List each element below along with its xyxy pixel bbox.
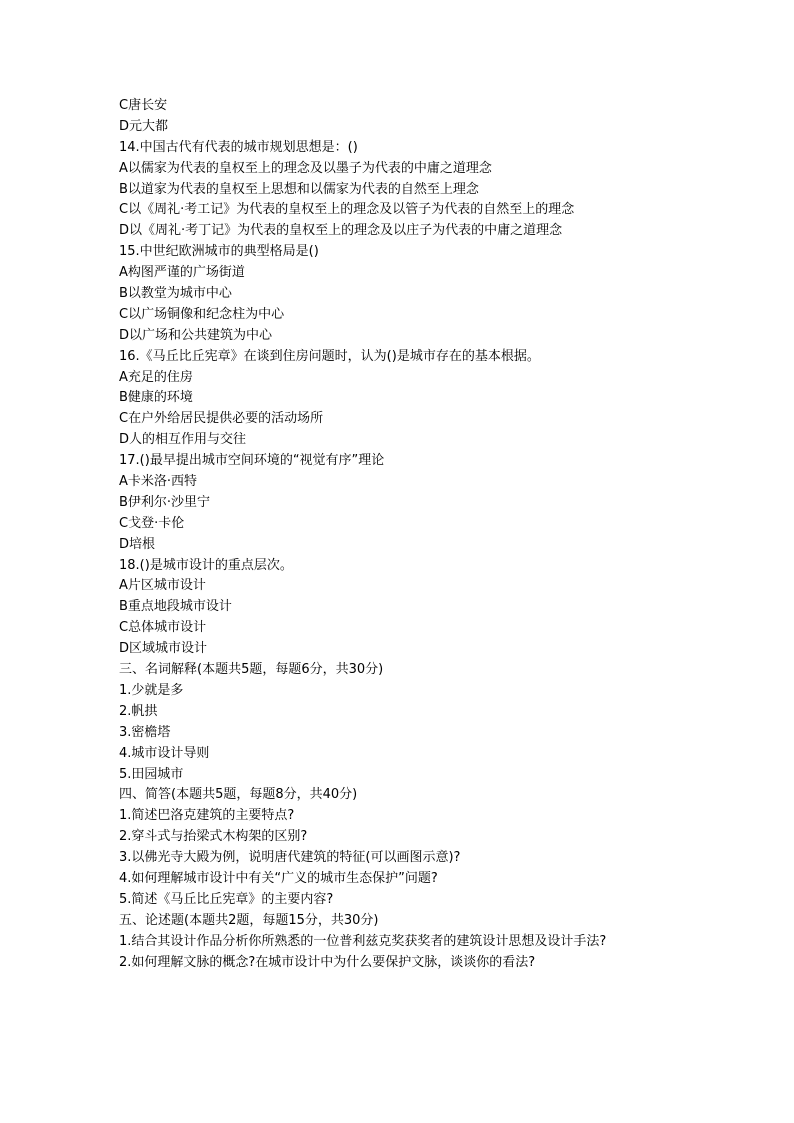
answer-option: C以《周礼·考工记》为代表的皇权至上的理念及以管子为代表的自然至上的理念	[119, 202, 575, 218]
answer-option: C以广场铜像和纪念柱为中心	[119, 306, 285, 322]
section-heading-essay: 五、论述题(本题共2题，每题15分，共30分)	[119, 912, 379, 928]
answer-option: C戈登·卡伦	[119, 515, 185, 531]
question-16: 16.《马丘比丘宪章》在谈到住房问题时，认为()是城市存在的基本根据。	[119, 348, 540, 364]
answer-option: D人的相互作用与交往	[119, 432, 247, 448]
essay-item: 1.结合其设计作品分析你所熟悉的一位普利兹克奖获奖者的建筑设计思想及设计手法?	[119, 933, 607, 949]
answer-option: A以儒家为代表的皇权至上的理念及以墨子为代表的中庸之道理念	[119, 160, 492, 176]
essay-item: 2.如何理解文脉的概念?在城市设计中为什么要保护文脉，谈谈你的看法?	[119, 954, 536, 970]
answer-option: A构图严谨的广场街道	[119, 265, 245, 281]
answer-option: C在户外给居民提供必要的活动场所	[119, 411, 324, 427]
document-body	[119, 96, 719, 973]
answer-option: D区域城市设计	[119, 641, 208, 657]
answer-option: D培根	[119, 536, 156, 552]
answer-option: B伊利尔·沙里宁	[119, 494, 211, 510]
answer-option: D以广场和公共建筑为中心	[119, 327, 273, 343]
answer-option: A充足的住房	[119, 369, 193, 385]
answer-option: D以《周礼·考丁记》为代表的皇权至上的理念及以庄子为代表的中庸之道理念	[119, 223, 563, 239]
answer-option: B以道家为代表的皇权至上思想和以儒家为代表的自然至上理念	[119, 181, 479, 197]
answer-option: B健康的环境	[119, 390, 193, 406]
short-answer-item: 2.穿斗式与抬梁式木构架的区别?	[119, 829, 308, 845]
question-18: 18.()是城市设计的重点层次。	[119, 557, 293, 573]
term-item: 1.少就是多	[119, 682, 184, 698]
short-answer-item: 1.简述巴洛克建筑的主要特点?	[119, 808, 295, 824]
short-answer-item: 5.简述《马丘比丘宪章》的主要内容?	[119, 891, 334, 907]
answer-option: C总体城市设计	[119, 620, 207, 636]
answer-option: A片区城市设计	[119, 578, 206, 594]
answer-option: C唐长安	[119, 98, 168, 113]
section-heading-terms: 三、名词解释(本题共5题，每题6分，共30分)	[119, 662, 384, 678]
question-15: 15.中世纪欧洲城市的典型格局是()	[119, 244, 319, 260]
answer-option: D元大都	[119, 118, 169, 134]
term-item: 4.城市设计导则	[119, 745, 210, 761]
short-answer-item: 4.如何理解城市设计中有关“广义的城市生态保护”问题?	[119, 870, 438, 886]
term-item: 2.帆拱	[119, 703, 158, 719]
term-item: 3.密檐塔	[119, 724, 171, 740]
answer-option: B以教堂为城市中心	[119, 286, 232, 302]
question-17: 17.()最早提出城市空间环境的“视觉有序”理论	[119, 453, 385, 469]
section-heading-short-answer: 四、简答(本题共5题，每题8分，共40分)	[119, 787, 358, 803]
question-14: 14.中国古代有代表的城市规划思想是：()	[119, 139, 358, 155]
answer-option: A卡米洛·西特	[119, 474, 198, 490]
short-answer-item: 3.以佛光寺大殿为例，说明唐代建筑的特征(可以画图示意)?	[119, 850, 461, 866]
term-item: 5.田园城市	[119, 766, 184, 782]
answer-option: B重点地段城市设计	[119, 599, 232, 615]
